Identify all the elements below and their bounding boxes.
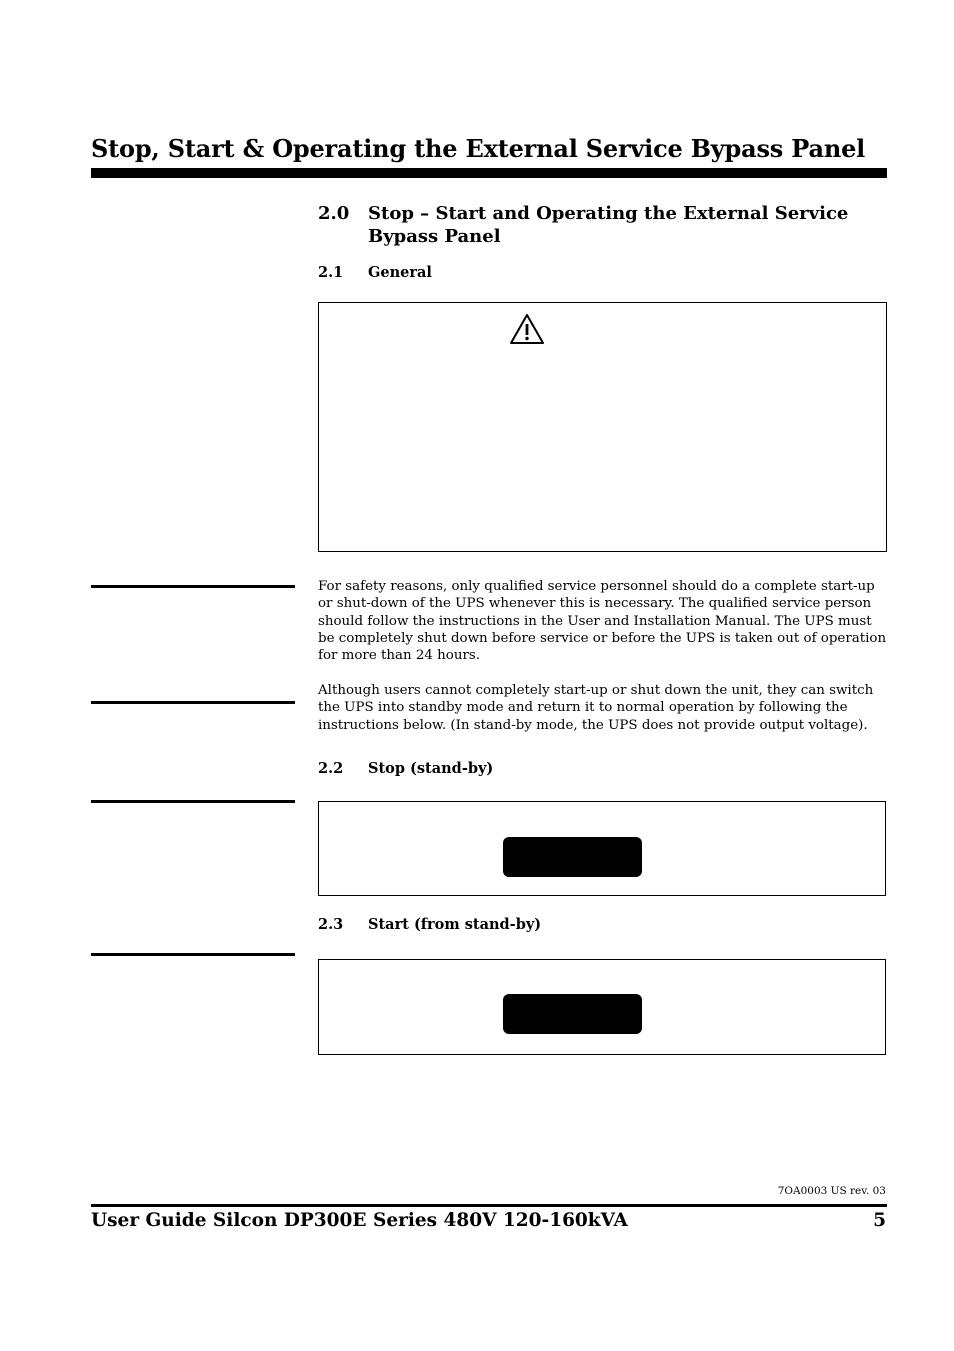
section-number: 2.0	[318, 203, 350, 224]
section-2-0-heading	[0, 202, 954, 252]
section-number: 2.1	[318, 264, 344, 281]
margin-rule	[91, 953, 295, 956]
section-title-line2: Bypass Panel	[368, 226, 501, 247]
page-title: Stop, Start & Operating the External Service Bypass Panel	[91, 134, 866, 163]
title-rule	[91, 168, 887, 178]
section-title-line1: Stop – Start and Operating the External Service	[368, 203, 849, 224]
section-2-2-heading	[0, 760, 954, 780]
document-code: 7OA0003 US rev. 03	[777, 1185, 886, 1197]
section-2-3-heading	[0, 916, 954, 936]
section-title: Stop (stand-by)	[368, 760, 494, 777]
start-key-image	[503, 994, 642, 1034]
general-paragraph-2: Although users cannot completely start-up or shut down the unit, they can switch the UPS into standby mode and return it to normal operation by following the instructions below. (In stand-by mode, the UPS does not provide output voltage).	[318, 683, 874, 733]
general-paragraph-1: For safety reasons, only qualified service personnel should do a complete start-up or shut-down of the UPS whenever this is necessary. The qualified service person should follow the instructions in the User and Installation Manual. The UPS must be completely shut down before service or before the UPS is taken out of operation for more than 24 hours.	[318, 579, 887, 664]
page-number: 5	[873, 1210, 886, 1231]
stop-instruction-box	[318, 801, 886, 896]
margin-rule	[91, 800, 295, 803]
margin-rule	[91, 701, 295, 704]
warning-box	[318, 302, 887, 552]
section-number: 2.2	[318, 760, 344, 777]
margin-rule	[91, 585, 295, 588]
footer-guide-title: User Guide Silcon DP300E Series 480V 120-160kVA	[91, 1210, 628, 1231]
section-2-1-heading	[0, 264, 954, 284]
section-title: General	[368, 264, 432, 281]
section-title: Start (from stand-by)	[368, 916, 542, 933]
stop-key-image	[503, 837, 642, 877]
footer-rule	[91, 1204, 887, 1207]
start-instruction-box	[318, 959, 886, 1055]
section-number: 2.3	[318, 916, 344, 933]
warning-triangle-icon	[509, 313, 545, 349]
